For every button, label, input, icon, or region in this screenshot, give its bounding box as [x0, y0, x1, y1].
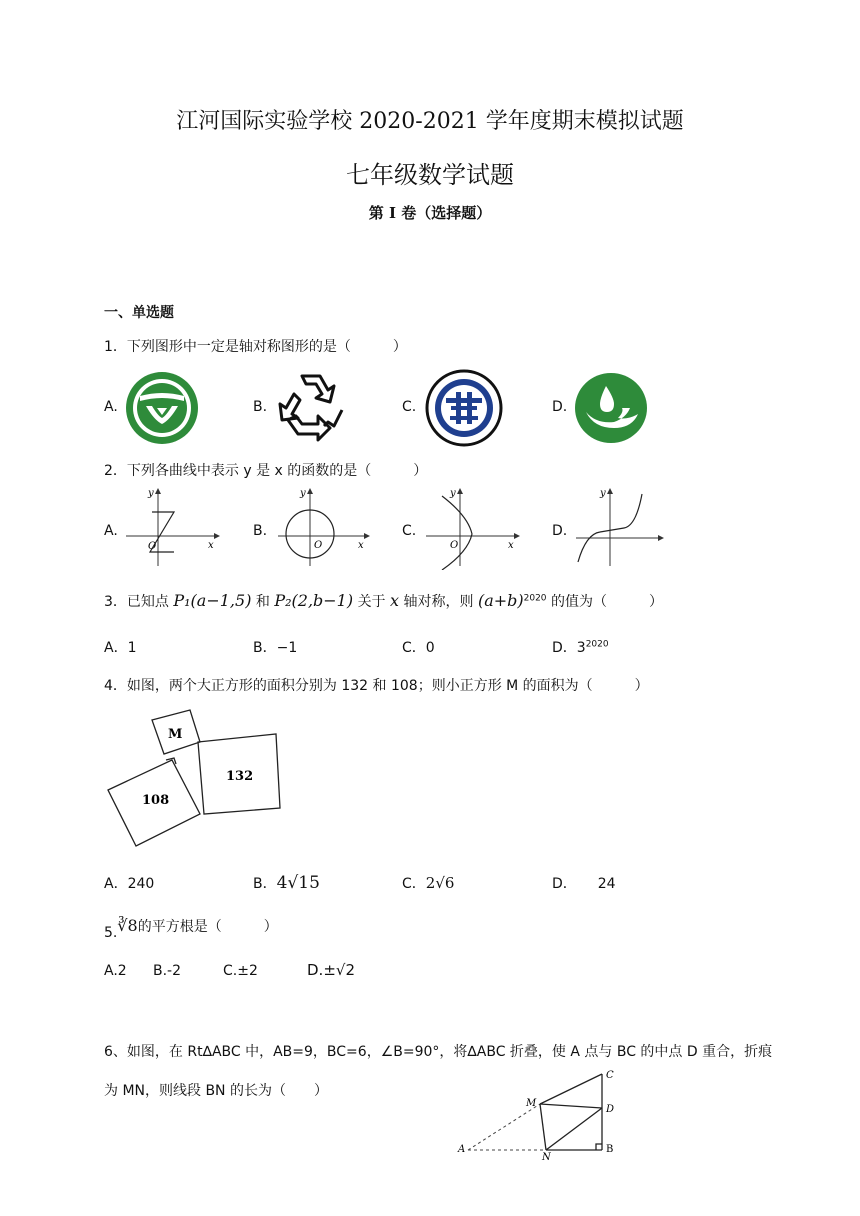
q5-number: 5. — [104, 925, 118, 941]
q2-b-origin-label: O — [314, 540, 323, 551]
q3-point-p2: P₂(2,b−1) — [274, 591, 354, 610]
q3-option-b: B．−1 — [253, 640, 298, 656]
q3-prefix: 3．已知点 — [104, 594, 169, 610]
q3-option-a: A．1 — [104, 640, 137, 656]
q3-option-d — [552, 637, 609, 657]
q3-and: 和 — [255, 594, 270, 610]
q2-a-origin-label: O — [148, 541, 157, 552]
q2-option-c-label: C. — [402, 523, 417, 539]
q5-text: 的平方根是（ ） — [137, 919, 278, 935]
q4-squares-figure — [104, 704, 284, 852]
q5-option-b: B.-2 — [153, 963, 182, 979]
q3-mid2: 轴对称，则 — [403, 594, 474, 610]
q6-label-c: C — [606, 1070, 614, 1081]
question-5-text — [104, 916, 278, 941]
q5-option-d: D.±√2 — [307, 961, 355, 979]
page-title: 江河国际实验学校 2020-2021 学年度期末模拟试题 — [176, 109, 684, 134]
q4-option-b-label: B． — [253, 876, 277, 892]
q2-graph-c — [422, 486, 520, 570]
q2-c-x-label: x — [508, 540, 514, 551]
q4-option-c-value: 2√6 — [425, 874, 455, 892]
q2-option-b-label: B. — [253, 523, 268, 539]
blue-circle-logo-icon — [424, 368, 504, 448]
recycle-icon — [272, 370, 350, 444]
q4-option-c — [402, 873, 454, 893]
q4-option-b — [253, 873, 320, 893]
q3-expr: (a+b) — [477, 591, 524, 610]
q4-label-108: 108 — [142, 793, 170, 808]
q3-point-p1: P₁(a−1,5) — [173, 591, 252, 610]
q2-option-a-label: A. — [104, 523, 118, 539]
q3-axis: x — [390, 591, 400, 610]
q2-graph-d — [572, 486, 664, 570]
question-4-text: 4．如图，两个大正方形的面积分别为 132 和 108；则小正方形 M 的面积为（ ） — [104, 678, 649, 694]
question-3-text — [104, 591, 663, 611]
q2-option-d-label: D. — [552, 523, 568, 539]
part-heading: 第 I 卷（选择题） — [368, 204, 492, 222]
q2-a-y-label: y — [148, 488, 154, 499]
q5-expr: ∛8 — [117, 916, 138, 935]
q5-option-a: A.2 — [104, 963, 127, 979]
q2-b-x-label: x — [358, 540, 364, 551]
q5-option-c: C.±2 — [223, 963, 258, 979]
section-heading: 一、单选题 — [104, 305, 174, 321]
q1-option-a-label: A. — [104, 399, 118, 415]
q3-option-c: C．0 — [402, 640, 435, 656]
q6-label-m: M — [526, 1098, 537, 1109]
q6-label-d: D — [606, 1104, 615, 1115]
q4-option-c-label: C． — [402, 876, 426, 892]
q2-b-y-label: y — [300, 488, 306, 499]
q3-exp: 2020 — [523, 593, 547, 604]
question-1-text: 1．下列图形中一定是轴对称图形的是（ ） — [104, 339, 407, 355]
q4-label-132: 132 — [226, 769, 254, 784]
q3-option-d-base: 3 — [576, 640, 586, 656]
question-6-line2: 为 MN，则线段 BN 的长为（ ） — [104, 1083, 328, 1099]
q3-option-d-exp: 2020 — [585, 639, 609, 650]
q6-label-n: N — [542, 1152, 551, 1160]
q4-option-a: A．240 — [104, 876, 155, 892]
green-emblem-icon — [124, 370, 200, 446]
q1-option-d-label: D. — [552, 399, 568, 415]
q4-label-m: M — [168, 727, 183, 742]
q6-label-a: A — [458, 1144, 466, 1155]
q2-graph-b — [272, 486, 370, 570]
q3-suffix: 的值为（ ） — [550, 594, 663, 610]
q3-mid: 关于 — [357, 594, 386, 610]
q1-option-b-label: B. — [253, 399, 268, 415]
q4-option-b-value: 4√15 — [276, 873, 320, 893]
question-6-line1: 6、如图，在 Rt∆ABC 中，AB=9，BC=6，∠B=90°，将∆ABC 折叠，使 A 点与 BC 的中点 D 重合，折痕 — [104, 1044, 773, 1060]
q2-d-y-label: y — [600, 488, 606, 499]
q6-triangle-figure — [456, 1066, 626, 1160]
q2-graph-a — [122, 486, 220, 570]
q2-c-origin-label: O — [450, 540, 459, 551]
q2-c-y-label: y — [450, 488, 456, 499]
q3-option-d-label: D． — [552, 640, 577, 656]
q4-option-d: D． 24 — [552, 876, 616, 892]
q1-option-c-label: C. — [402, 399, 417, 415]
page-subtitle: 七年级数学试题 — [346, 161, 514, 189]
question-2-text: 2．下列各曲线中表示 y 是 x 的函数的是（ ） — [104, 463, 428, 479]
q2-a-x-label: x — [208, 540, 214, 551]
q6-label-b: B — [606, 1144, 614, 1155]
water-drop-logo-icon — [574, 372, 648, 444]
